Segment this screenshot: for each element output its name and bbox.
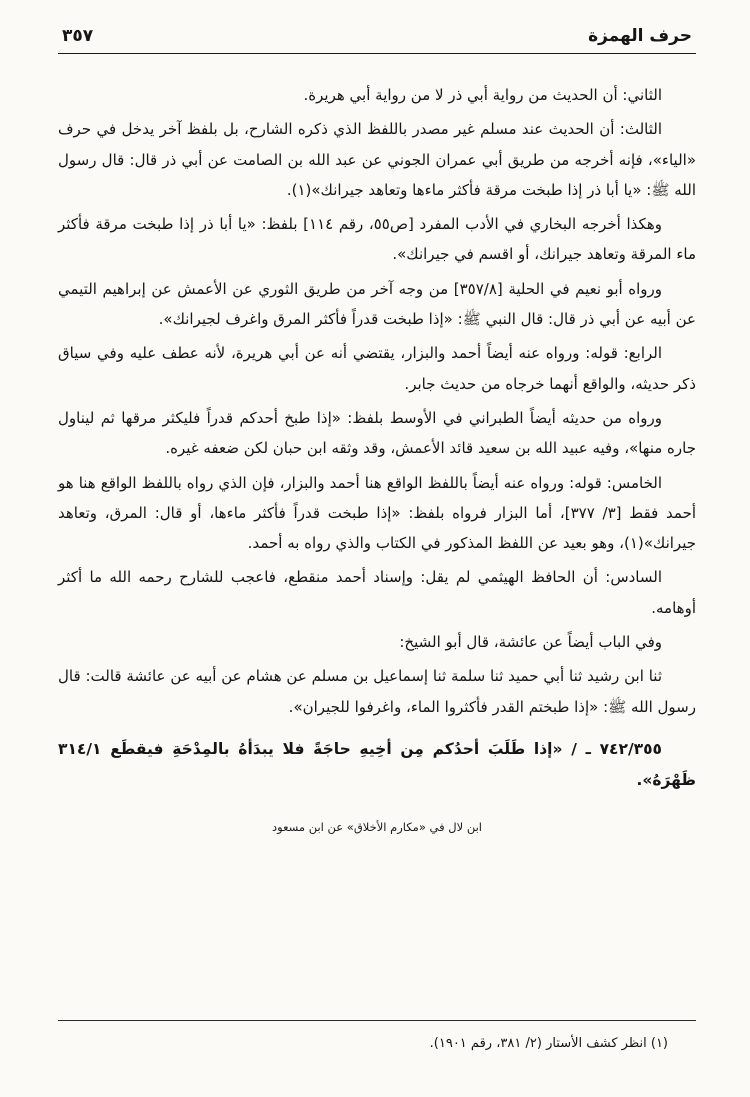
page-number: ٣٥٧ <box>62 26 94 46</box>
paragraph: وهكذا أخرجه البخاري في الأدب المفرد [ص٥٥، رقم ١١٤] بلفظ: «يا أبا ذر إذا طبخت مرقة فأكثر ماء المرقة وتعاهد جيرانك، أو اقسم في جيرانك». <box>58 215 696 264</box>
paragraph: الثاني: أن الحديث من رواية أبي ذر لا من رواية أبي هريرة. <box>303 86 662 104</box>
paragraph: ورواه من حديثه أيضاً الطبراني في الأوسط بلفظ: «إذا طبخ أحدكم قدراً فليكثر مرقها ثم ليناول جاره منها»، وفيه عبيد الله بن سعيد قائد الأعمش، وقد وثقه ابن حبان لكن ضعفه غيره. <box>58 408 696 458</box>
footnote-separator <box>58 1020 696 1021</box>
paragraph: ثنا ابن رشيد ثنا أبي حميد ثنا سلمة ثنا إسماعيل بن مسلم عن هشام عن أبيه عن عائشة قالت: قال رسول الله ﷺ: «إذا طبختم القدر فأكثروا الماء، واغرفوا للجيران». <box>58 667 696 716</box>
paragraph: الثالث: أن الحديث عند مسلم غير مصدر باللفظ الذي ذكره الشارح، بل بلفظ آخر يدخل في حرف «الياء»، فإنه أخرجه من طريق أبي عمران الجوني عن عبد الله بن الصامت عن أبي ذر قال: قال رسول الله ﷺ: «يا أبا ذر إذا طبخت مرقة فأكثر ماءها وتعاهد جيرانك»(١). <box>58 120 696 199</box>
header-rule <box>58 53 696 54</box>
hadith-entry: ٧٤٢/٣٥٥ ـ / «إذا طَلَبَ أحدُكم مِن أخِيهِ حاجَةً فلا يبدَأهُ بالمِدْحَةِ فيقطَع ٣١٤/١ ظَهْرَهُ». <box>58 739 696 789</box>
paragraph: السادس: أن الحافظ الهيثمي لم يقل: وإسناد أحمد منقطع، فاعجب للشارح رحمه الله ما أكثر أوهامه. <box>58 568 696 617</box>
footnote: (١) انظر كشف الأستار (٢/ ٣٨١، رقم ١٩٠١). <box>429 1035 668 1051</box>
body-text <box>58 80 696 839</box>
page-header <box>58 26 696 53</box>
paragraph: الرابع: قوله: ورواه عنه أيضاً أحمد والبزار، يقتضي أنه عن أبي هريرة، لأنه عطف عليه وفي سياق ذكر حديثه، والواقع أنهما خرجاه من حديث جابر. <box>58 344 696 393</box>
paragraph: ورواه أبو نعيم في الحلية [٣٥٧/٨] من وجه آخر من طريق الثوري عن الأعمش عن إبراهيم التيمي عن أبيه عن أبي ذر قال: قال النبي ﷺ: «إذا طبخت قدراً فأكثر المرق واغرف لجيرانك». <box>58 279 696 329</box>
attribution-line: ابن لال في «مكارم الأخلاق» عن ابن مسعود <box>272 819 482 834</box>
paragraph: وفي الباب أيضاً عن عائشة، قال أبو الشيخ: <box>399 633 662 652</box>
chapter-title: حرف الهمزة <box>588 26 692 46</box>
paragraph: الخامس: قوله: ورواه عنه أيضاً باللفظ الواقع هنا أحمد والبزار، فإن الذي رواه باللفظ الواقع هنا هو أحمد فقط [٣/ ٣٧٧]، أما البزار فرواه بلفظ: «إذا طبخت قدراً فأكثر ماءها، أو قال: المرق، وتعاهد جيرانك»(١)، وهو بعيد عن اللفظ المذكور في الكتاب والذي رواه به أحمد. <box>58 473 697 553</box>
page-footer <box>58 1020 696 1081</box>
